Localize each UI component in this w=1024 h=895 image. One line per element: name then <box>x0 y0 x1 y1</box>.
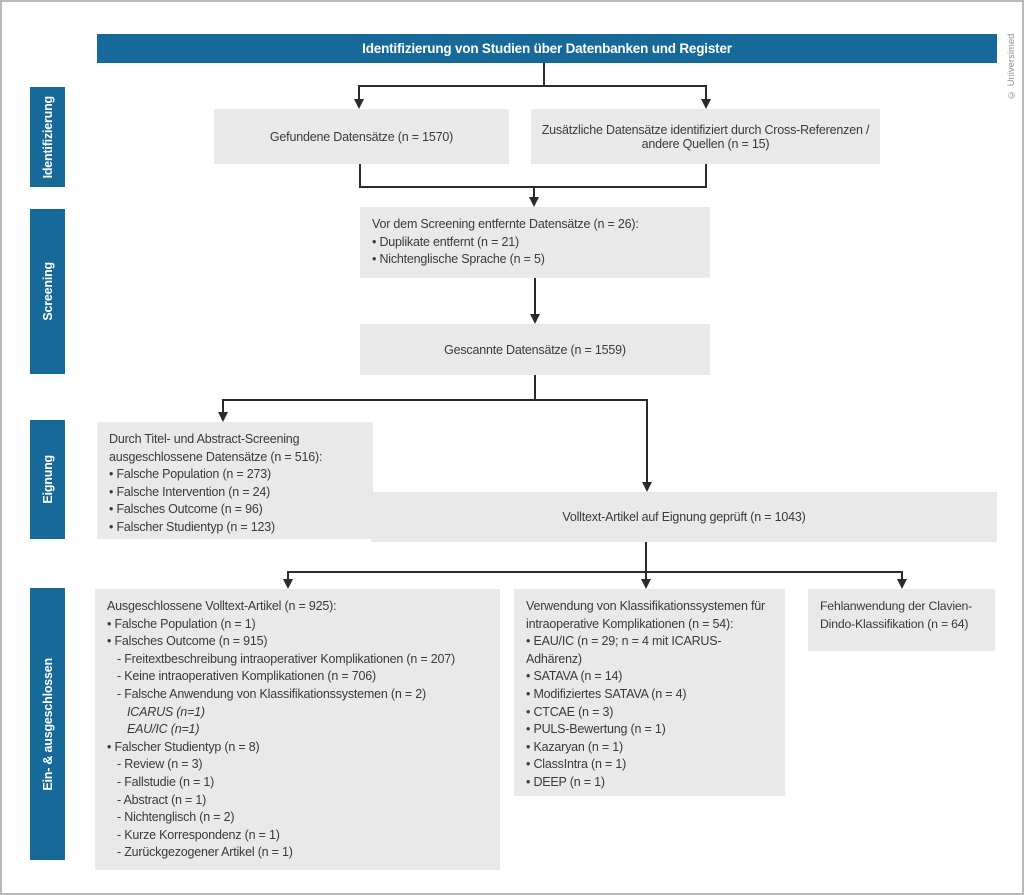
list-item: - Kurze Korrespondenz (n = 1) <box>117 827 280 842</box>
stage-screening-label: Screening <box>40 262 55 321</box>
stage-identification-label: Identifizierung <box>40 95 55 179</box>
list-item: • EAU/IC (n = 29; n = 4 mit ICARUS-Adhärenz) <box>526 634 722 666</box>
connector-line <box>645 571 647 579</box>
list-item: • Falsches Outcome (n = 96) <box>109 502 263 517</box>
box-fulltext-assessed-text: Volltext-Artikel auf Eignung geprüft (n = 1043) <box>562 510 806 524</box>
list-item: - Falsche Anwendung von Klassifikationssystemen (n = 2) <box>117 686 426 701</box>
list-item: • PULS-Bewertung (n = 1) <box>526 722 666 737</box>
list-item: • ClassIntra (n = 1) <box>526 757 627 772</box>
box-fulltext-assessed <box>371 492 997 542</box>
connector-line <box>534 375 536 399</box>
list-item: • Falsches Outcome (n = 915) <box>107 634 268 649</box>
list-item: • Falscher Studientyp (n = 123) <box>109 519 275 534</box>
box-classification-systems-title: Verwendung von Klassifikationssystemen für intraoperative Komplikationen (n = 54): <box>526 599 765 631</box>
list-item: • Duplikate entfernt (n = 21) <box>372 234 519 249</box>
connector-line <box>222 399 648 401</box>
arrowhead-down-icon <box>701 99 711 109</box>
connector-line <box>705 164 707 188</box>
connector-line <box>901 571 903 579</box>
connector-line <box>534 278 536 314</box>
list-item: - Fallstudie (n = 1) <box>117 774 215 789</box>
connector-line <box>543 63 545 86</box>
connector-line <box>646 399 648 482</box>
list-item: • Kazaryan (n = 1) <box>526 739 624 754</box>
connector-line <box>287 571 289 579</box>
list-item: • Falsche Intervention (n = 24) <box>109 484 271 499</box>
copyright-label: © Universimed <box>1006 33 1017 100</box>
list-item: • Falsche Population (n = 1) <box>107 616 256 631</box>
connector-line <box>705 85 707 99</box>
list-item: - Abstract (n = 1) <box>117 792 207 807</box>
box-removed-before-screening <box>360 207 710 278</box>
stage-included-excluded-label: Ein- & ausgeschlossen <box>40 657 55 791</box>
box-classification-systems <box>514 589 785 796</box>
box-excluded-fulltext <box>95 589 500 870</box>
arrowhead-down-icon <box>218 412 228 422</box>
stage-screening <box>30 209 65 374</box>
box-records-found <box>214 109 509 164</box>
connector-line <box>222 399 224 412</box>
list-item: • Modifiziertes SATAVA (n = 4) <box>526 686 687 701</box>
arrowhead-down-icon <box>641 579 651 589</box>
connector-line <box>358 85 707 87</box>
arrowhead-down-icon <box>529 197 539 207</box>
box-removed-title: Vor dem Screening entfernte Datensätze (n = 26): <box>372 217 639 231</box>
box-records-found-text: Gefundene Datensätze (n = 1570) <box>269 129 454 144</box>
box-excluded-title-abstract-title: Durch Titel- und Abstract-Screening ausgeschlossene Datensätze (n = 516): <box>109 432 323 464</box>
connector-line <box>358 85 360 99</box>
list-item: - Freitextbeschreibung intraoperativer Komplikationen (n = 207) <box>117 651 455 666</box>
arrowhead-down-icon <box>897 579 907 589</box>
list-item: ICARUS (n=1) <box>127 704 205 719</box>
list-item: - Zurückgezogener Artikel (n = 1) <box>117 845 293 860</box>
arrowhead-down-icon <box>354 99 364 109</box>
box-records-screened-text: Gescannte Datensätze (n = 1559) <box>444 342 626 357</box>
diagram-title: Identifizierung von Studien über Datenbanken und Register <box>362 41 732 56</box>
box-additional-records <box>531 109 880 164</box>
list-item: • DEEP (n = 1) <box>526 774 605 789</box>
list-item: - Nichtenglisch (n = 2) <box>117 810 235 825</box>
arrowhead-down-icon <box>530 314 540 324</box>
stage-eligibility-label: Eignung <box>40 455 55 504</box>
stage-identification <box>30 87 65 187</box>
list-item: • Nichtenglische Sprache (n = 5) <box>372 252 545 267</box>
connector-line <box>287 571 903 573</box>
arrowhead-down-icon <box>642 482 652 492</box>
connector-line <box>645 542 647 571</box>
list-item: • CTCAE (n = 3) <box>526 704 614 719</box>
box-excluded-fulltext-title: Ausgeschlossene Volltext-Artikel (n = 925): <box>107 599 337 613</box>
list-item: - Review (n = 3) <box>117 757 203 772</box>
list-item: EAU/IC (n=1) <box>127 722 200 737</box>
stage-eligibility <box>30 420 65 539</box>
arrowhead-down-icon <box>283 579 293 589</box>
box-misapplication-clavien-dindo <box>808 589 995 651</box>
box-records-screened <box>360 324 710 375</box>
list-item: • Falscher Studientyp (n = 8) <box>107 739 260 754</box>
diagram-title-bar <box>97 34 997 63</box>
list-item: • Falsche Population (n = 273) <box>109 467 272 482</box>
connector-line <box>533 186 535 197</box>
list-item: - Keine intraoperativen Komplikationen (n = 706) <box>117 669 376 684</box>
list-item: • SATAVA (n = 14) <box>526 669 623 684</box>
box-misapplication-text: Fehlanwendung der Clavien-Dindo-Klassifikation (n = 64) <box>820 599 973 631</box>
box-excluded-title-abstract <box>97 422 373 539</box>
box-additional-records-text: Zusätzliche Datensätze identifiziert durch Cross-Referenzen / andere Quellen (n = 15) <box>541 122 870 151</box>
connector-line <box>359 164 361 188</box>
stage-included-excluded <box>30 588 65 860</box>
